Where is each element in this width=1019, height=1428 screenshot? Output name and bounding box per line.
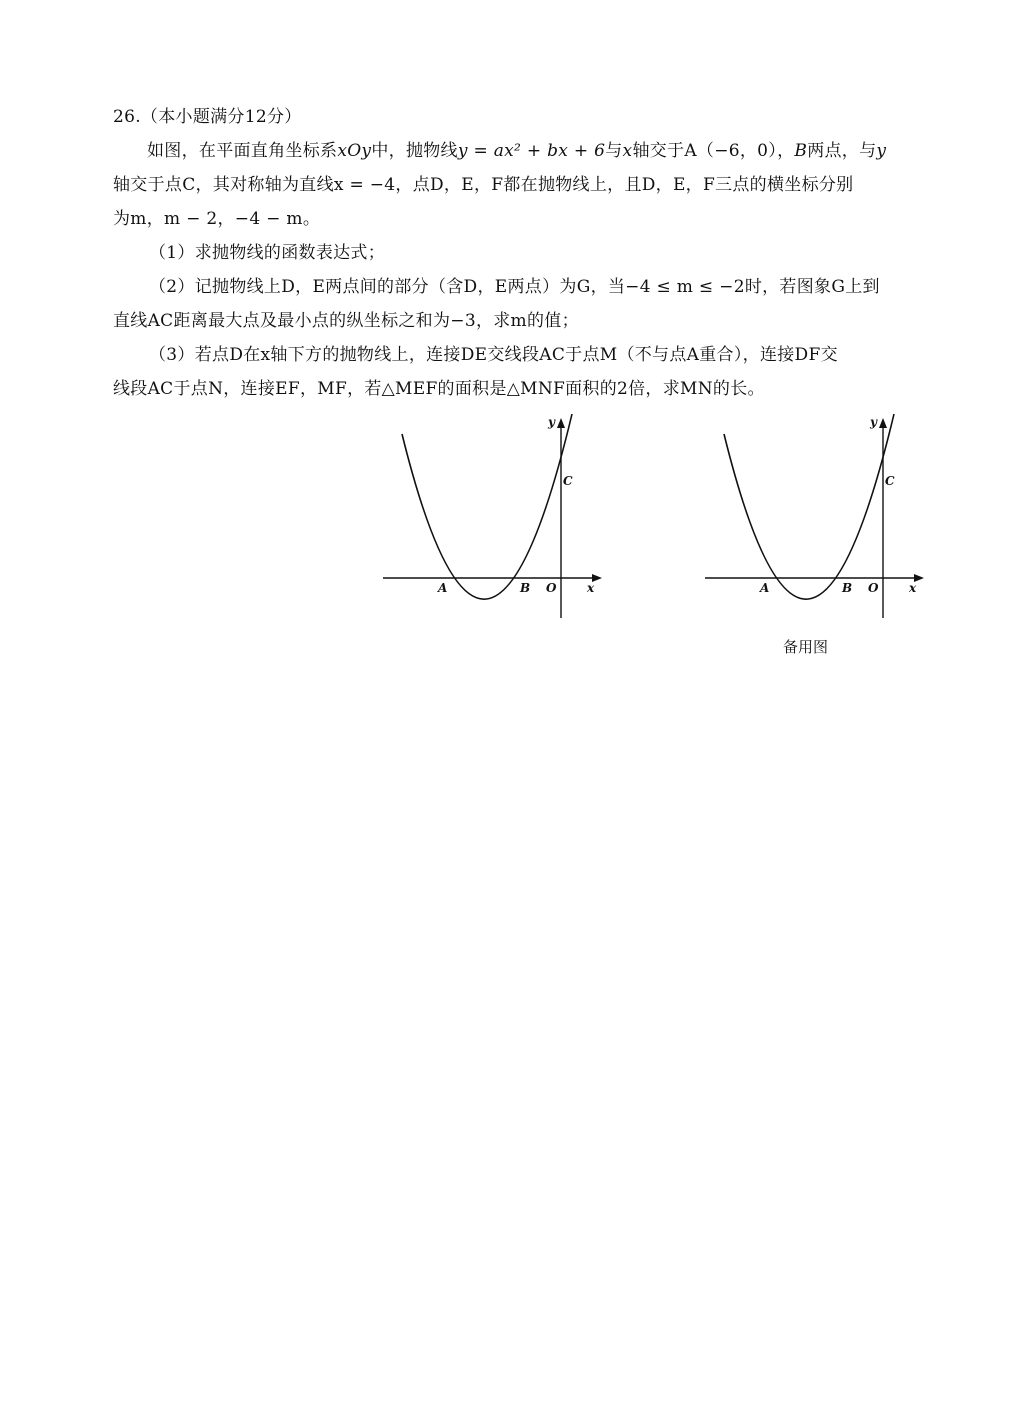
intro-text-1a: 如图，在平面直角坐标系: [147, 141, 338, 161]
intro-text-1d: 轴交于: [632, 141, 685, 161]
intro-point-a: A（−6，0），: [684, 141, 795, 161]
question-2-line-2: [113, 304, 933, 338]
question-1-text: （1）求抛物线的函数表达式；: [149, 243, 386, 263]
intro-text-1b: 中，抛物线: [371, 141, 458, 161]
parabola-diagram-backup: [702, 412, 932, 624]
y-axis-arrow-icon: [557, 418, 565, 428]
intro-text-3: 为m，m − 2，−4 − m。: [113, 209, 321, 229]
label-a: A: [438, 581, 448, 595]
question-2-line-1: [113, 270, 933, 304]
intro-text-2: 轴交于点C，其对称轴为直线x = −4，点D，E，F都在抛物线上，且D，E，F三点的横坐标分别: [113, 175, 854, 195]
label-x: x: [909, 581, 917, 595]
problem-header: [113, 100, 933, 134]
y-axis-arrow-icon: [879, 418, 887, 428]
problem-header-text: 26.（本小题满分12分）: [113, 107, 302, 127]
label-c: C: [885, 474, 895, 488]
question-1: [113, 236, 933, 270]
label-b: B: [842, 581, 853, 595]
parabola-curve: [402, 414, 572, 599]
parabola-diagram-main: [380, 412, 610, 624]
label-a: A: [760, 581, 770, 595]
problem-26: [113, 100, 933, 406]
label-b: B: [520, 581, 531, 595]
question-3-text-2: 线段AC于点N，连接EF，MF，若△MEF的面积是△MNF面积的2倍，求MN的长。: [113, 379, 765, 399]
label-o: O: [868, 581, 879, 595]
question-3-line-1: [113, 338, 933, 372]
intro-line-1: [113, 134, 933, 168]
backup-figure-caption: 备用图: [783, 638, 829, 656]
question-3-text-1: （3）若点D在x轴下方的抛物线上，连接DE交线段AC于点M（不与点A重合），连接DF交: [149, 345, 838, 365]
intro-text-1c: 与: [605, 141, 623, 161]
intro-point-b: B: [794, 141, 808, 161]
intro-var-x: x: [622, 141, 633, 161]
figure-backup: [702, 412, 932, 624]
intro-line-3: [113, 202, 933, 236]
label-o: O: [546, 581, 557, 595]
figure-main: [380, 412, 610, 624]
label-y: y: [548, 415, 555, 429]
label-c: C: [563, 474, 573, 488]
question-2-text-1: （2）记抛物线上D，E两点间的部分（含D，E两点）为G，当−4 ≤ m ≤ −2时，若图象G上到: [149, 277, 880, 297]
intro-text-1e: 两点，与: [807, 141, 877, 161]
parabola-curve: [724, 414, 894, 599]
label-x: x: [587, 581, 595, 595]
question-3-line-2: [113, 372, 933, 406]
intro-var-y: y: [876, 141, 887, 161]
intro-var-xoy: xOy: [337, 141, 372, 161]
parabola-equation: y = ax² + bx + 6: [457, 141, 606, 161]
question-2-text-2: 直线AC距离最大点及最小点的纵坐标之和为−3，求m的值；: [113, 311, 579, 331]
intro-line-2: [113, 168, 933, 202]
label-y: y: [870, 415, 877, 429]
